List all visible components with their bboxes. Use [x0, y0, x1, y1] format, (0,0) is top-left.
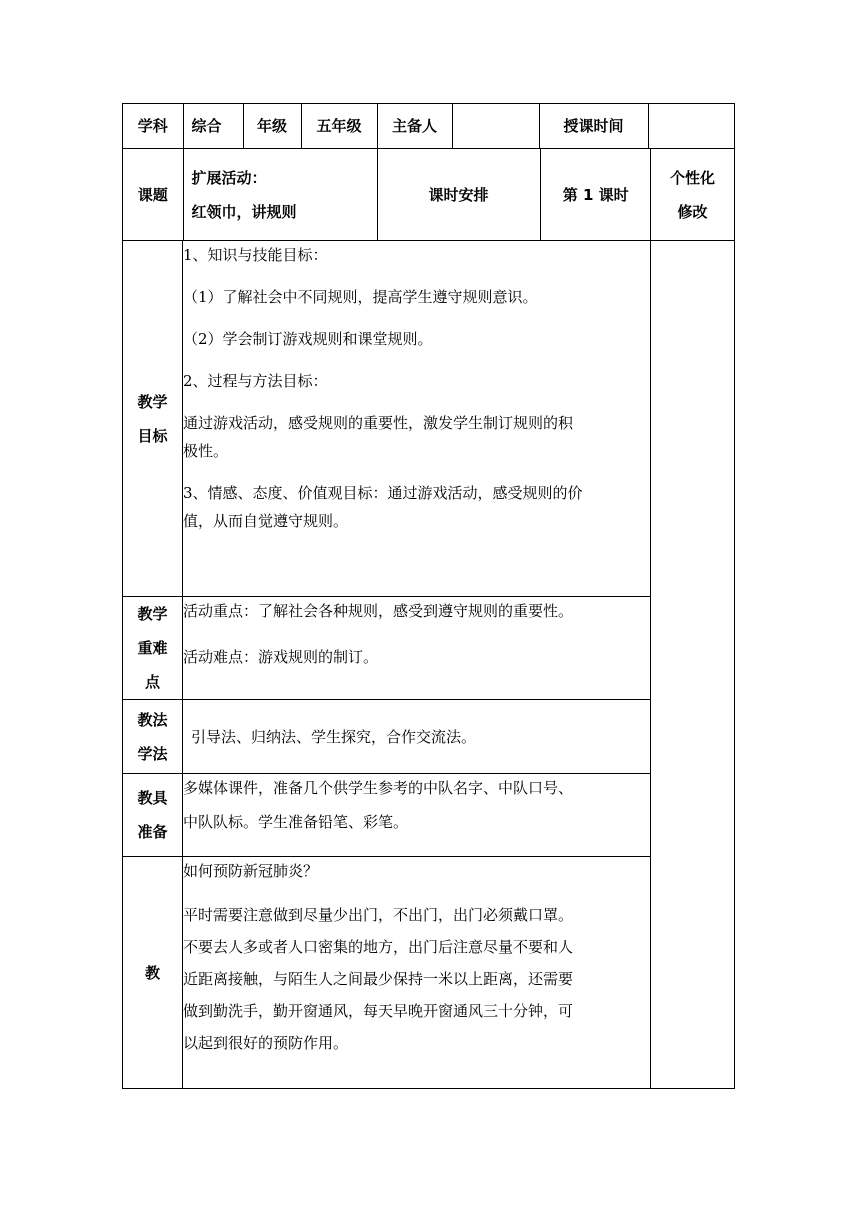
key-points-label: [123, 597, 183, 700]
methods-row: [123, 700, 735, 774]
materials-content: [183, 774, 651, 857]
objective-text-2b: 极性。: [183, 442, 229, 460]
materials-label-line-1: 教具: [137, 789, 168, 807]
lesson-plan-table: [122, 103, 735, 1089]
teaching-content: [183, 857, 651, 1089]
subject-label: 学科: [123, 104, 183, 148]
grade-value: 五年级: [301, 104, 377, 148]
header-row: [123, 104, 735, 149]
teaching-line-1: 平时需要注意做到尽量少出门，不出门，出门必须戴口罩。: [183, 906, 574, 924]
materials-text-2: 中队队标。学生准备铅笔、彩笔。: [183, 813, 409, 831]
objective-heading-2: 2、过程与方法目标：: [183, 372, 328, 390]
key-points-row: [123, 597, 735, 700]
materials-text-1: 多媒体课件，准备几个供学生参考的中队名字、中队口号、: [183, 779, 574, 797]
teach-time-label: 授课时间: [539, 104, 648, 148]
topic-line-1: 扩展活动：: [191, 168, 267, 187]
objective-item-1: （1）了解社会中不同规则，提高学生遵守规则意识。: [183, 288, 538, 306]
key-point-difficulty: 活动难点：游戏规则的制订。: [183, 648, 379, 666]
key-points-label-line-1: 教学: [137, 605, 168, 623]
topic-line-2: 红领巾，讲规则: [191, 202, 297, 221]
personal-edit-line-1: 个性化: [670, 168, 716, 187]
objectives-row: [123, 241, 735, 597]
teaching-line-2: 不要去人多或者人口密集的地方，出门后注意尽量不要和人: [183, 938, 574, 956]
key-points-label-line-3: 点: [144, 673, 160, 691]
key-point-focus: 活动重点：了解社会各种规则，感受到遵守规则的重要性。: [183, 602, 574, 620]
methods-label: [123, 700, 183, 774]
teaching-line-4: 做到勤洗手，勤开窗通风，每天早晚开窗通风三十分钟，可: [183, 1002, 574, 1020]
teaching-line-3: 近距离接触，与陌生人之间最少保持一米以上距离，还需要: [183, 970, 574, 988]
methods-content: 引导法、归纳法、学生探究，合作交流法。: [183, 700, 651, 774]
topic-row: [123, 149, 735, 241]
teach-time-value: [648, 104, 735, 148]
teaching-row: [123, 857, 735, 1089]
objective-text-3b: 值，从而自觉遵守规则。: [183, 512, 349, 530]
objective-item-2: （2）学会制订游戏规则和课堂规则。: [183, 330, 433, 348]
objective-text-3a: 3、情感、态度、价值观目标：通过游戏活动，感受规则的价: [183, 484, 583, 502]
objectives-label: [123, 241, 183, 597]
objectives-label-line-1: 教学: [137, 392, 168, 411]
teaching-question: 如何预防新冠肺炎？: [183, 862, 319, 880]
methods-label-line-2: 学法: [137, 744, 168, 763]
teaching-label: 教: [123, 857, 183, 1089]
materials-label-line-2: 准备: [137, 823, 168, 841]
methods-label-line-1: 教法: [137, 710, 168, 729]
personal-edit-line-2: 修改: [677, 202, 708, 221]
key-points-content: [183, 597, 651, 700]
teaching-line-5: 以起到很好的预防作用。: [183, 1034, 349, 1052]
personal-edit-column: [651, 241, 735, 1089]
preparer-label: 主备人: [377, 104, 452, 148]
schedule-label: 课时安排: [377, 149, 540, 240]
objective-heading-1: 1、知识与技能目标：: [183, 246, 328, 264]
schedule-value: 第 1 课时: [540, 149, 651, 240]
objectives-content: [183, 241, 651, 597]
subject-value: 综合: [183, 104, 243, 148]
topic-label: 课题: [123, 149, 183, 240]
materials-row: [123, 774, 735, 857]
preparer-value: [452, 104, 539, 148]
objective-text-2a: 通过游戏活动，感受规则的重要性，激发学生制订规则的积: [183, 414, 574, 432]
objectives-label-line-2: 目标: [137, 426, 168, 445]
key-points-label-line-2: 重难: [137, 639, 168, 657]
grade-label: 年级: [243, 104, 301, 148]
materials-label: [123, 774, 183, 857]
personal-edit-header: [651, 149, 735, 241]
